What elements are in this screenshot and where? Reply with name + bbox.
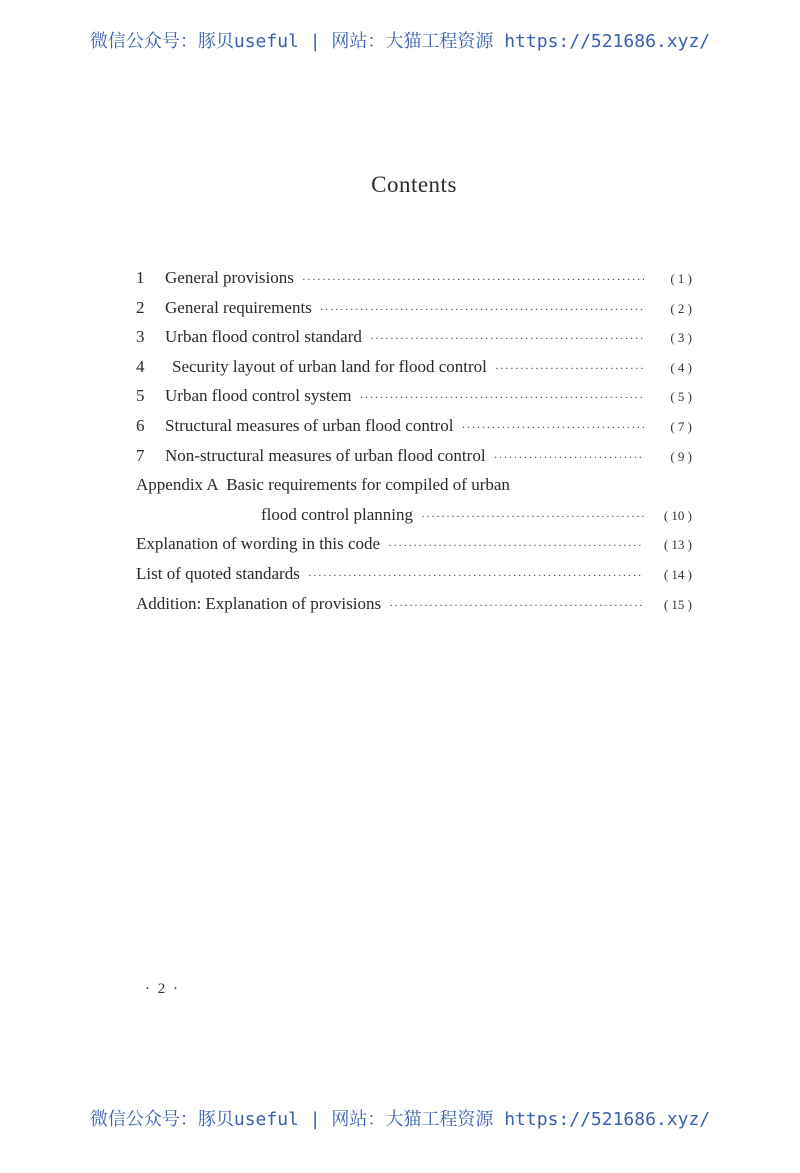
toc-entry-title: General provisions xyxy=(165,268,294,287)
toc-entry-page: ( 10 ) xyxy=(663,507,692,523)
toc-entry-page: ( 13 ) xyxy=(663,537,692,553)
toc-entry-page: ( 7 ) xyxy=(670,418,692,434)
toc-entry-title: Structural measures of urban flood control xyxy=(165,415,454,435)
toc-entry-title: Security layout of urban land for flood control xyxy=(172,356,487,376)
toc-entry-7[interactable] xyxy=(136,441,692,471)
toc-entry-page: ( 1 ) xyxy=(670,271,692,286)
toc-entry-number: 7 xyxy=(136,445,145,465)
toc-leader-dots xyxy=(360,383,645,413)
toc-leader-dots xyxy=(421,502,644,532)
watermark-bottom: 微信公众号：豚贝useful | 网站：大猫工程资源 https://521686.xyz/ xyxy=(89,1109,711,1130)
toc-entry-4[interactable] xyxy=(136,352,692,382)
toc-entry-title: Non-structural measures of urban flood control xyxy=(165,445,486,465)
page-title: Contents xyxy=(371,172,457,197)
toc-leader-dots xyxy=(370,324,644,354)
page-number: · 2 · xyxy=(145,981,180,997)
toc-leader-dots xyxy=(389,591,644,621)
toc-entry-page: ( 5 ) xyxy=(670,389,692,405)
toc-entry-addition[interactable] xyxy=(136,589,692,619)
toc-entry-number: 2 xyxy=(136,297,145,317)
toc-entry-appendix-a-cont[interactable] xyxy=(136,500,692,530)
toc-entry-2[interactable] xyxy=(136,293,692,323)
toc-entry-quoted-standards[interactable] xyxy=(136,559,692,589)
toc-entry-title: Addition: Explanation of provisions xyxy=(136,593,382,613)
toc-leader-dots xyxy=(461,413,644,443)
toc-entry-page: ( 3 ) xyxy=(670,330,692,346)
toc-leader-dots xyxy=(302,265,644,295)
toc-entry-page: ( 9 ) xyxy=(670,448,692,464)
toc-entry-title: General requirements xyxy=(165,297,312,317)
toc-entry-page: ( 4 ) xyxy=(670,359,692,375)
table-of-contents xyxy=(136,263,692,618)
toc-entry-title: Explanation of wording in this code xyxy=(136,534,381,554)
toc-entry-page: ( 15 ) xyxy=(663,596,692,612)
toc-entry-3[interactable] xyxy=(136,322,692,352)
toc-entry-number: 4 xyxy=(136,356,145,376)
toc-leader-dots xyxy=(320,295,644,325)
toc-entry-number: 6 xyxy=(136,415,145,435)
toc-entry-1[interactable] xyxy=(136,263,692,293)
toc-entry-wording[interactable] xyxy=(136,529,692,559)
toc-entry-title: Urban flood control system xyxy=(165,386,352,406)
toc-entry-title: List of quoted standards xyxy=(136,563,300,583)
watermark-top: 微信公众号：豚贝useful | 网站：大猫工程资源 https://521686.xyz/ xyxy=(89,31,711,52)
toc-entry-page: ( 2 ) xyxy=(670,300,692,316)
toc-entry-number: 5 xyxy=(136,386,145,406)
toc-entry-number: 1 xyxy=(136,268,145,287)
toc-leader-dots xyxy=(495,354,644,384)
toc-entry-5[interactable] xyxy=(136,381,692,411)
toc-entry-title: Urban flood control standard xyxy=(165,327,362,347)
toc-leader-dots xyxy=(388,531,644,561)
toc-entry-title: flood control planning xyxy=(261,504,414,524)
toc-entry-6[interactable] xyxy=(136,411,692,441)
toc-entry-appendix-a[interactable] xyxy=(136,470,692,500)
toc-leader-dots xyxy=(494,443,644,473)
toc-entry-number: 3 xyxy=(136,327,145,347)
toc-leader-dots xyxy=(308,561,644,591)
toc-entry-title: Appendix A Basic requirements for compiled of urban xyxy=(136,475,510,495)
toc-entry-page: ( 14 ) xyxy=(663,566,692,582)
